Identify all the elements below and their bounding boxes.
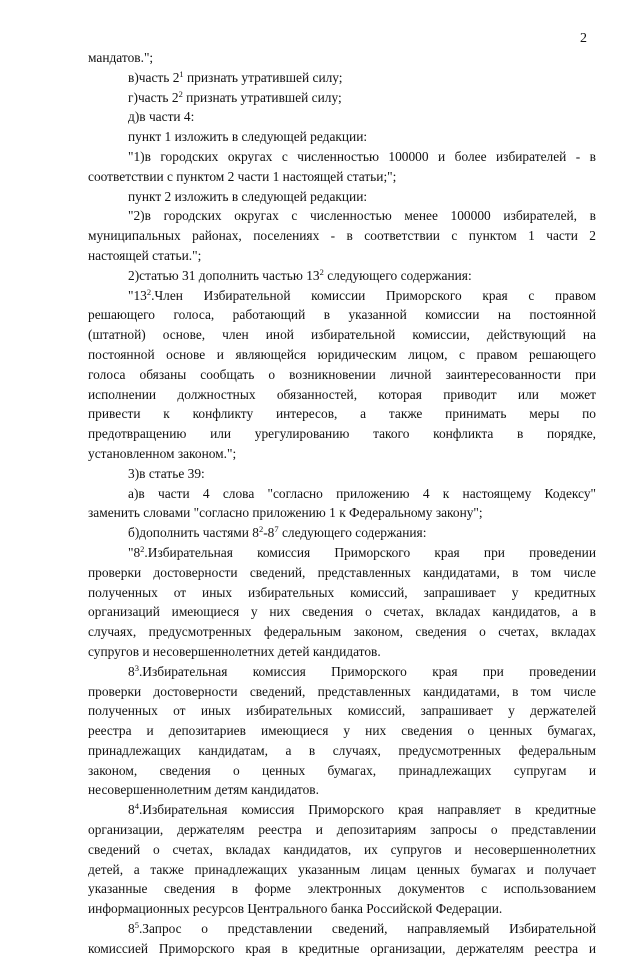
text-line: муниципальных районах, поселениях - в соответствии с пунктом 1 части 2 (88, 228, 596, 244)
text-line: 3)в статье 39: (128, 465, 205, 481)
text-line: пункт 2 изложить в следующей редакции: (128, 188, 368, 204)
text-line: г)часть $2^2$ признать утратившей силу; (128, 88, 342, 105)
text-line: б)дополнить частями $8^2-8^7$ следующего содержания: (128, 524, 427, 541)
text-line: пункт 1 изложить в следующей редакции: (128, 129, 368, 145)
text-line: в)часть $2^1$ признать утратившей силу; (128, 68, 343, 85)
text-line: супругов и несовершеннолетних детей кандидатов. (88, 643, 381, 659)
text-line: несовершеннолетним детям кандидатов. (88, 782, 319, 798)
document-body (88, 48, 596, 959)
text-line: (штатной) основе, член иной избирательной комиссии, действующий на (88, 327, 596, 343)
text-line: "1)в городских округах с численностью 100000 и более избирателей - в (128, 148, 596, 164)
text-line: детей, а также принадлежащих указанным лицам ценных бумагах и получает (88, 861, 596, 877)
text-line: установленном законом."; (88, 445, 237, 461)
text-line: 2)статью 31 дополнить частью $13^2$ следующего содержания: (128, 266, 472, 283)
text-line: полученных от иных избирательных комиссий, запрашивает у держателей (88, 703, 596, 719)
text-line: настоящей статьи."; (88, 247, 202, 263)
text-line: голоса обязаны сообщать о возникновении личной заинтересованности при (88, 366, 596, 382)
text-line: предотвращению или урегулированию такого конфликта в порядке, (88, 426, 596, 442)
text-line: информационных ресурсов Центрального банка Российской Федерации. (88, 901, 503, 917)
text-line: проверки достоверности сведений, представленных кандидатами, в том числе (88, 564, 596, 580)
text-line: принадлежащих кандидатам, а в случаях, предусмотренных федеральным (88, 742, 596, 758)
text-line: сведений о счетах, вкладах кандидатов, их супругов и несовершеннолетних (88, 841, 596, 857)
text-line: законом, сведения о ценных бумагах, принадлежащих супругам и (88, 762, 596, 778)
page-number: 2 (580, 31, 587, 46)
text-line: д)в части 4: (128, 109, 195, 125)
text-line: постоянной основе и являющейся юридическим лицом, с правом решающего (88, 346, 596, 362)
text-line: исполнении должностных обязанностей, которая приводит или может (88, 386, 596, 402)
text-line: указанные сведения в форме электронных документов с использованием (88, 881, 596, 897)
text-line: случаях, предусмотренных федеральным законом, сведения о счетах, вкладах (88, 624, 596, 640)
text-line: заменить словами "согласно приложению 1 к Федеральному закону"; (88, 505, 483, 521)
text-line: "$13^2.Член$ Избирательной комиссии Приморского края с правом (128, 286, 596, 303)
text-line: мандатов."; (88, 50, 154, 65)
text-line: проверки достоверности сведений, представленных кандидатами, в том числе (88, 683, 596, 699)
text-line: привести к конфликту интересов, а также принимать меры по (88, 406, 596, 422)
text-line: организаций имеющиеся у них сведения о счетах, вкладах кандидатов, а в (88, 604, 596, 620)
text-line: комиссией Приморского края в кредитные организации, держателям реестра и (88, 940, 596, 956)
text-line: "2)в городских округах с численностью менее 100000 избирателей, в (128, 208, 596, 224)
text-line: соответствии с пунктом 2 части 1 настоящей статьи;"; (88, 168, 397, 184)
text-line: $8^3.Избирательная$ комиссия Приморского края при проведении (128, 662, 596, 679)
text-line: "$8^2.Избирательная$ комиссия Приморского края при проведении (128, 543, 596, 560)
text-line: полученных от иных избирательных комиссий, запрашивает у кредитных (88, 584, 596, 600)
text-line: а)в части 4 слова "согласно приложению 4 к настоящему Кодексу" (128, 485, 596, 501)
text-line: организации, держателям реестра и депозитариям запросы о представлении (88, 822, 596, 838)
text-line: решающего голоса, работающий в указанной комиссии на постоянной (88, 307, 596, 323)
text-line: $8^4.Избирательная$ комиссия Приморского края направляет в кредитные (128, 801, 596, 818)
text-line: реестра и депозитариев имеющиеся у них сведения о ценных бумагах, (88, 723, 596, 739)
text-line: $8^5.Запрос$ о представлении сведений, направляемый Избирательной (128, 920, 596, 937)
